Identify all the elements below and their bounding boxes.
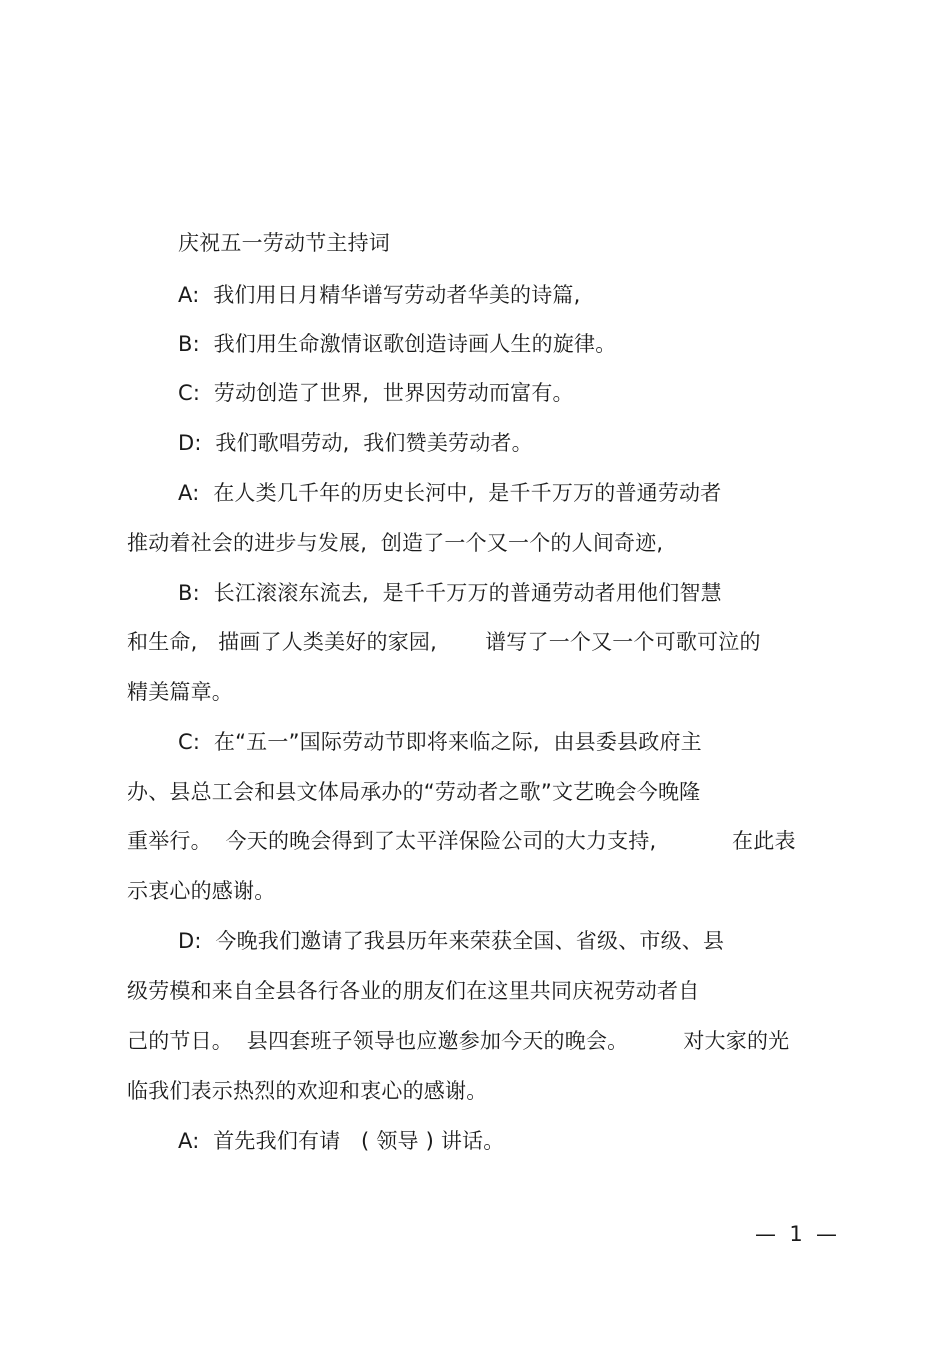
paragraph-line: 精美篇章。 — [127, 680, 233, 704]
page-number: — 1 — — [755, 1222, 838, 1246]
paragraph-line: 级劳模和来自全县各行各业的朋友们在这里共同庆祝劳动者自 — [127, 979, 700, 1003]
paragraph-line: A: 首先我们有请 ( 领导 ) 讲话。 — [178, 1129, 505, 1153]
paragraph-line: 推动着社会的进步与发展, 创造了一个又一个的人间奇迹, — [127, 531, 664, 555]
paragraph-line: 和生命, 描画了人类美好的家园, 谱写了一个又一个可歌可泣的 — [127, 630, 761, 654]
paragraph-line: 示衷心的感谢。 — [127, 879, 276, 903]
paragraph-line: A: 我们用日月精华谱写劳动者华美的诗篇, — [178, 283, 581, 307]
paragraph-line: D: 我们歌唱劳动, 我们赞美劳动者。 — [178, 431, 533, 455]
paragraph-line: A: 在人类几千年的历史长河中, 是千千万万的普通劳动者 — [178, 481, 722, 505]
paragraph-line: 办、县总工会和县文体局承办的“劳动者之歌”文艺晚会今晚隆 — [127, 780, 701, 804]
paragraph-line: 临我们表示热烈的欢迎和衷心的感谢。 — [127, 1079, 488, 1103]
paragraph-line: D: 今晚我们邀请了我县历年来荣获全国、省级、市级、县 — [178, 929, 725, 953]
paragraph-line: C: 在“五一”国际劳动节即将来临之际, 由县委县政府主 — [178, 730, 702, 754]
paragraph-line: 己的节日。 县四套班子领导也应邀参加今天的晚会。 对大家的光 — [127, 1029, 790, 1053]
document-title: 庆祝五一劳动节主持词 — [178, 231, 390, 255]
paragraph-line: C: 劳动创造了世界, 世界因劳动而富有。 — [178, 381, 574, 405]
paragraph-line: 重举行。 今天的晚会得到了太平洋保险公司的大力支持, 在此表 — [127, 829, 796, 853]
paragraph-line: B: 长江滚滚东流去, 是千千万万的普通劳动者用他们智慧 — [178, 581, 722, 605]
paragraph-line: B: 我们用生命激情讴歌创造诗画人生的旋律。 — [178, 332, 617, 356]
